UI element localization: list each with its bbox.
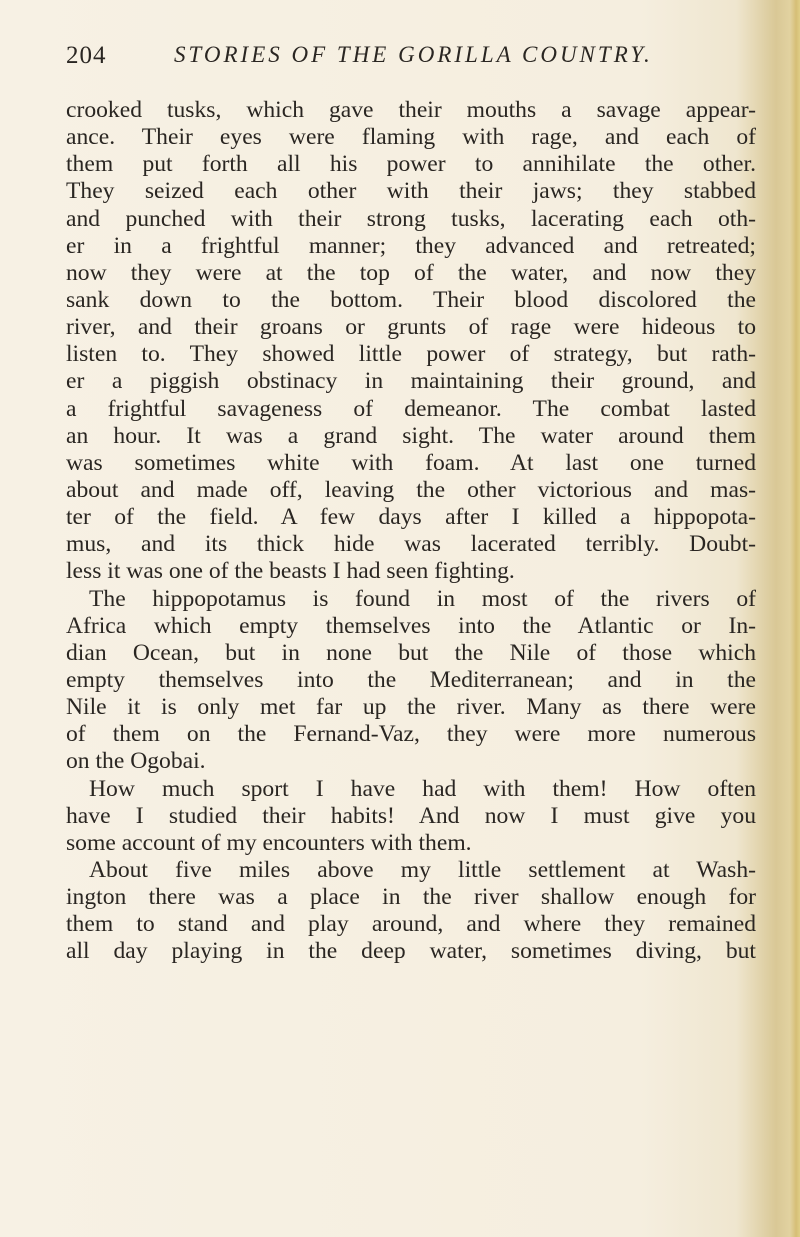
text-line: ter of the field. A few days after I killed a hippopota- xyxy=(66,504,756,531)
text-line: dian Ocean, but in none but the Nile of those which xyxy=(66,639,756,666)
text-line: a frightful savageness of demeanor. The combat lasted xyxy=(66,395,756,422)
text-line: and punched with their strong tusks, lacerating each oth- xyxy=(66,205,756,232)
text-line: an hour. It was a grand sight. The water around them xyxy=(66,422,756,449)
text-line: of them on the Fernand-Vaz, they were more numerous xyxy=(66,721,756,748)
text-line: have I studied their habits! And now I must give you xyxy=(66,802,756,829)
text-line: now they were at the top of the water, and now they xyxy=(66,259,756,286)
text-line: some account of my encounters with them. xyxy=(66,829,472,856)
text-line: river, and their groans or grunts of rage were hideous to xyxy=(66,314,756,341)
text-line: was sometimes white with foam. At last one turned xyxy=(66,449,756,476)
text-line: About five miles above my little settlement at Wash- xyxy=(89,856,756,883)
running-head xyxy=(66,42,746,72)
text-line: sank down to the bottom. Their blood discolored the xyxy=(66,286,756,313)
text-line: er in a frightful manner; they advanced and retreated; xyxy=(66,232,756,259)
running-title: STORIES OF THE GORILLA COUNTRY. xyxy=(174,42,653,67)
text-line: listen to. They showed little power of strategy, but rath- xyxy=(66,341,756,368)
text-line: all day playing in the deep water, sometimes diving, but xyxy=(66,938,756,965)
text-line: empty themselves into the Mediterranean; and in the xyxy=(66,666,756,693)
text-line: The hippopotamus is found in most of the rivers of xyxy=(89,585,756,612)
page-edge-shading xyxy=(790,0,800,1237)
text-line: on the Ogobai. xyxy=(66,748,206,775)
text-line: them put forth all his power to annihilate the other. xyxy=(66,151,756,178)
text-line: They seized each other with their jaws; they stabbed xyxy=(66,178,756,205)
text-line: crooked tusks, which gave their mouths a savage appear- xyxy=(66,97,756,123)
text-line: How much sport I have had with them! How often xyxy=(89,775,756,802)
body-text xyxy=(66,97,756,966)
text-line: ance. Their eyes were flaming with rage, and each of xyxy=(66,124,756,151)
text-line: Nile it is only met far up the river. Many as there were xyxy=(66,694,756,721)
text-line: Africa which empty themselves into the Atlantic or In- xyxy=(66,612,756,639)
page-number: 204 xyxy=(66,42,107,69)
text-line: about and made off, leaving the other victorious and mas- xyxy=(66,476,756,503)
text-line: mus, and its thick hide was lacerated terribly. Doubt- xyxy=(66,531,756,558)
text-line: them to stand and play around, and where they remained xyxy=(66,911,756,938)
text-line: ington there was a place in the river shallow enough for xyxy=(66,884,756,911)
text-line: less it was one of the beasts I had seen fighting. xyxy=(66,558,515,585)
text-line: er a piggish obstinacy in maintaining their ground, and xyxy=(66,368,756,395)
